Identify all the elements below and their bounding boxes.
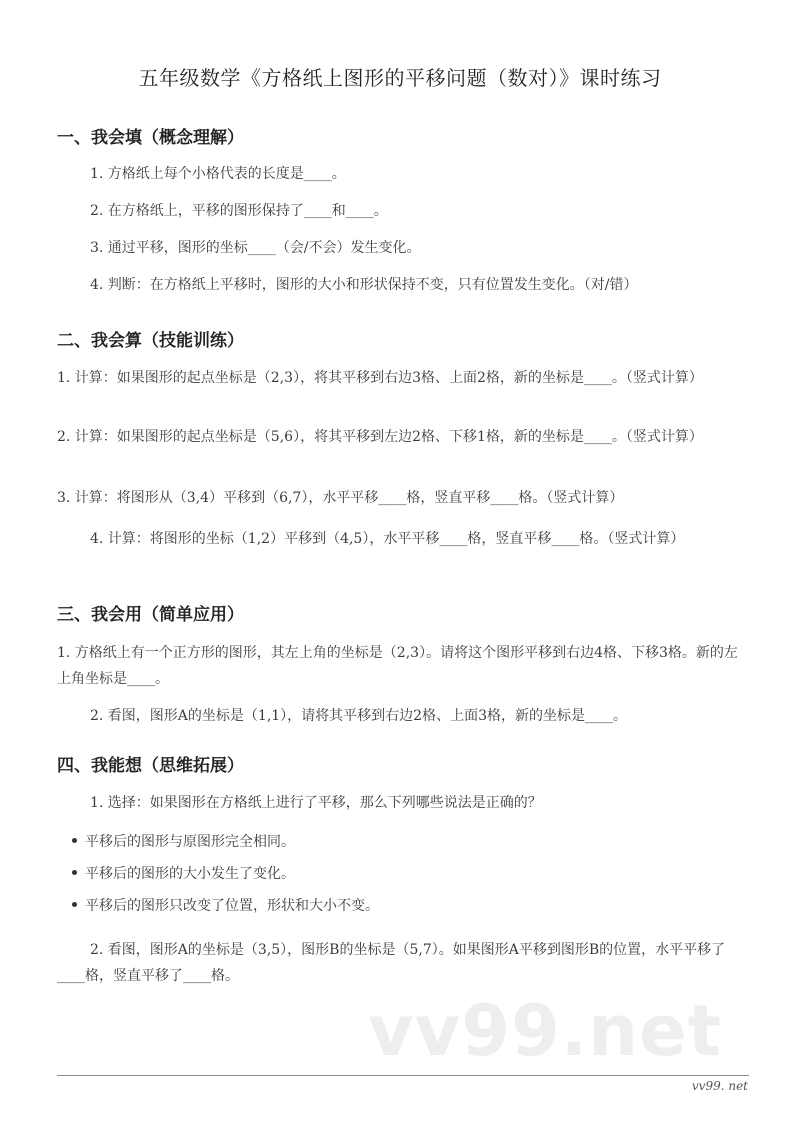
section-2-item-3: 3. 计算：将图形从（3,4）平移到（6,7），水平平移____格，竖直平移____格。（竖式计算） bbox=[57, 490, 624, 506]
section-1-heading: 一、我会填（概念理解） bbox=[57, 128, 244, 148]
option-text-3: 平移后的图形只改变了位置，形状和大小不变。 bbox=[85, 898, 379, 914]
option-item-3 bbox=[72, 893, 379, 919]
option-text-2: 平移后的图形的大小发生了变化。 bbox=[85, 866, 295, 882]
section-4-question-1: 1. 选择：如果图形在方格纸上进行了平移，那么下列哪些说法是正确的？ bbox=[90, 795, 542, 811]
bullet-icon bbox=[72, 902, 77, 907]
section-2-heading: 二、我会算（技能训练） bbox=[57, 331, 244, 351]
option-item-2 bbox=[72, 861, 295, 887]
section-3-item-1: 1. 方格纸上有一个正方形的图形，其左上角的坐标是（2,3）。请将这个图形平移到右边4格、下移3格。新的左上角坐标是____。 bbox=[57, 645, 738, 687]
section-1-item-3: 3. 通过平移，图形的坐标____（会/不会）发生变化。 bbox=[90, 240, 421, 256]
bullet-icon bbox=[72, 870, 77, 875]
watermark: vv99.net bbox=[368, 990, 723, 1072]
section-2-item-4: 4. 计算：将图形的坐标（1,2）平移到（4,5），水平平移____格，竖直平移____格。（竖式计算） bbox=[90, 531, 685, 547]
section-4-heading: 四、我能想（思维拓展） bbox=[57, 756, 244, 776]
page-title: 五年级数学《方格纸上图形的平移问题（数对）》课时练习 bbox=[138, 66, 662, 90]
bullet-icon bbox=[72, 838, 77, 843]
section-4-question-2: 2. 看图，图形A的坐标是（3,5），图形B的坐标是（5,7）。如果图形A平移到图形B的位置，水平平移了____格，竖直平移了____格。 bbox=[57, 942, 726, 984]
footer-divider bbox=[57, 1075, 749, 1076]
section-3-item-2: 2. 看图，图形A的坐标是（1,1），请将其平移到右边2格、上面3格，新的坐标是____。 bbox=[90, 708, 627, 724]
footer-text: vv99. net bbox=[691, 1079, 748, 1093]
section-1-item-4: 4. 判断：在方格纸上平移时，图形的大小和形状保持不变，只有位置发生变化。（对/错） bbox=[90, 277, 638, 293]
option-item-1 bbox=[72, 829, 295, 855]
option-text-1: 平移后的图形与原图形完全相同。 bbox=[85, 834, 295, 850]
section-1-item-2: 2. 在方格纸上，平移的图形保持了____和____。 bbox=[90, 203, 388, 219]
section-2-item-1: 1. 计算：如果图形的起点坐标是（2,3），将其平移到右边3格、上面2格，新的坐标是____。（竖式计算） bbox=[57, 370, 703, 386]
section-2-item-2: 2. 计算：如果图形的起点坐标是（5,6），将其平移到左边2格、下移1格，新的坐标是____。（竖式计算） bbox=[57, 429, 703, 445]
section-1-item-1: 1. 方格纸上每个小格代表的长度是____。 bbox=[90, 166, 346, 182]
section-3-heading: 三、我会用（简单应用） bbox=[57, 605, 244, 625]
